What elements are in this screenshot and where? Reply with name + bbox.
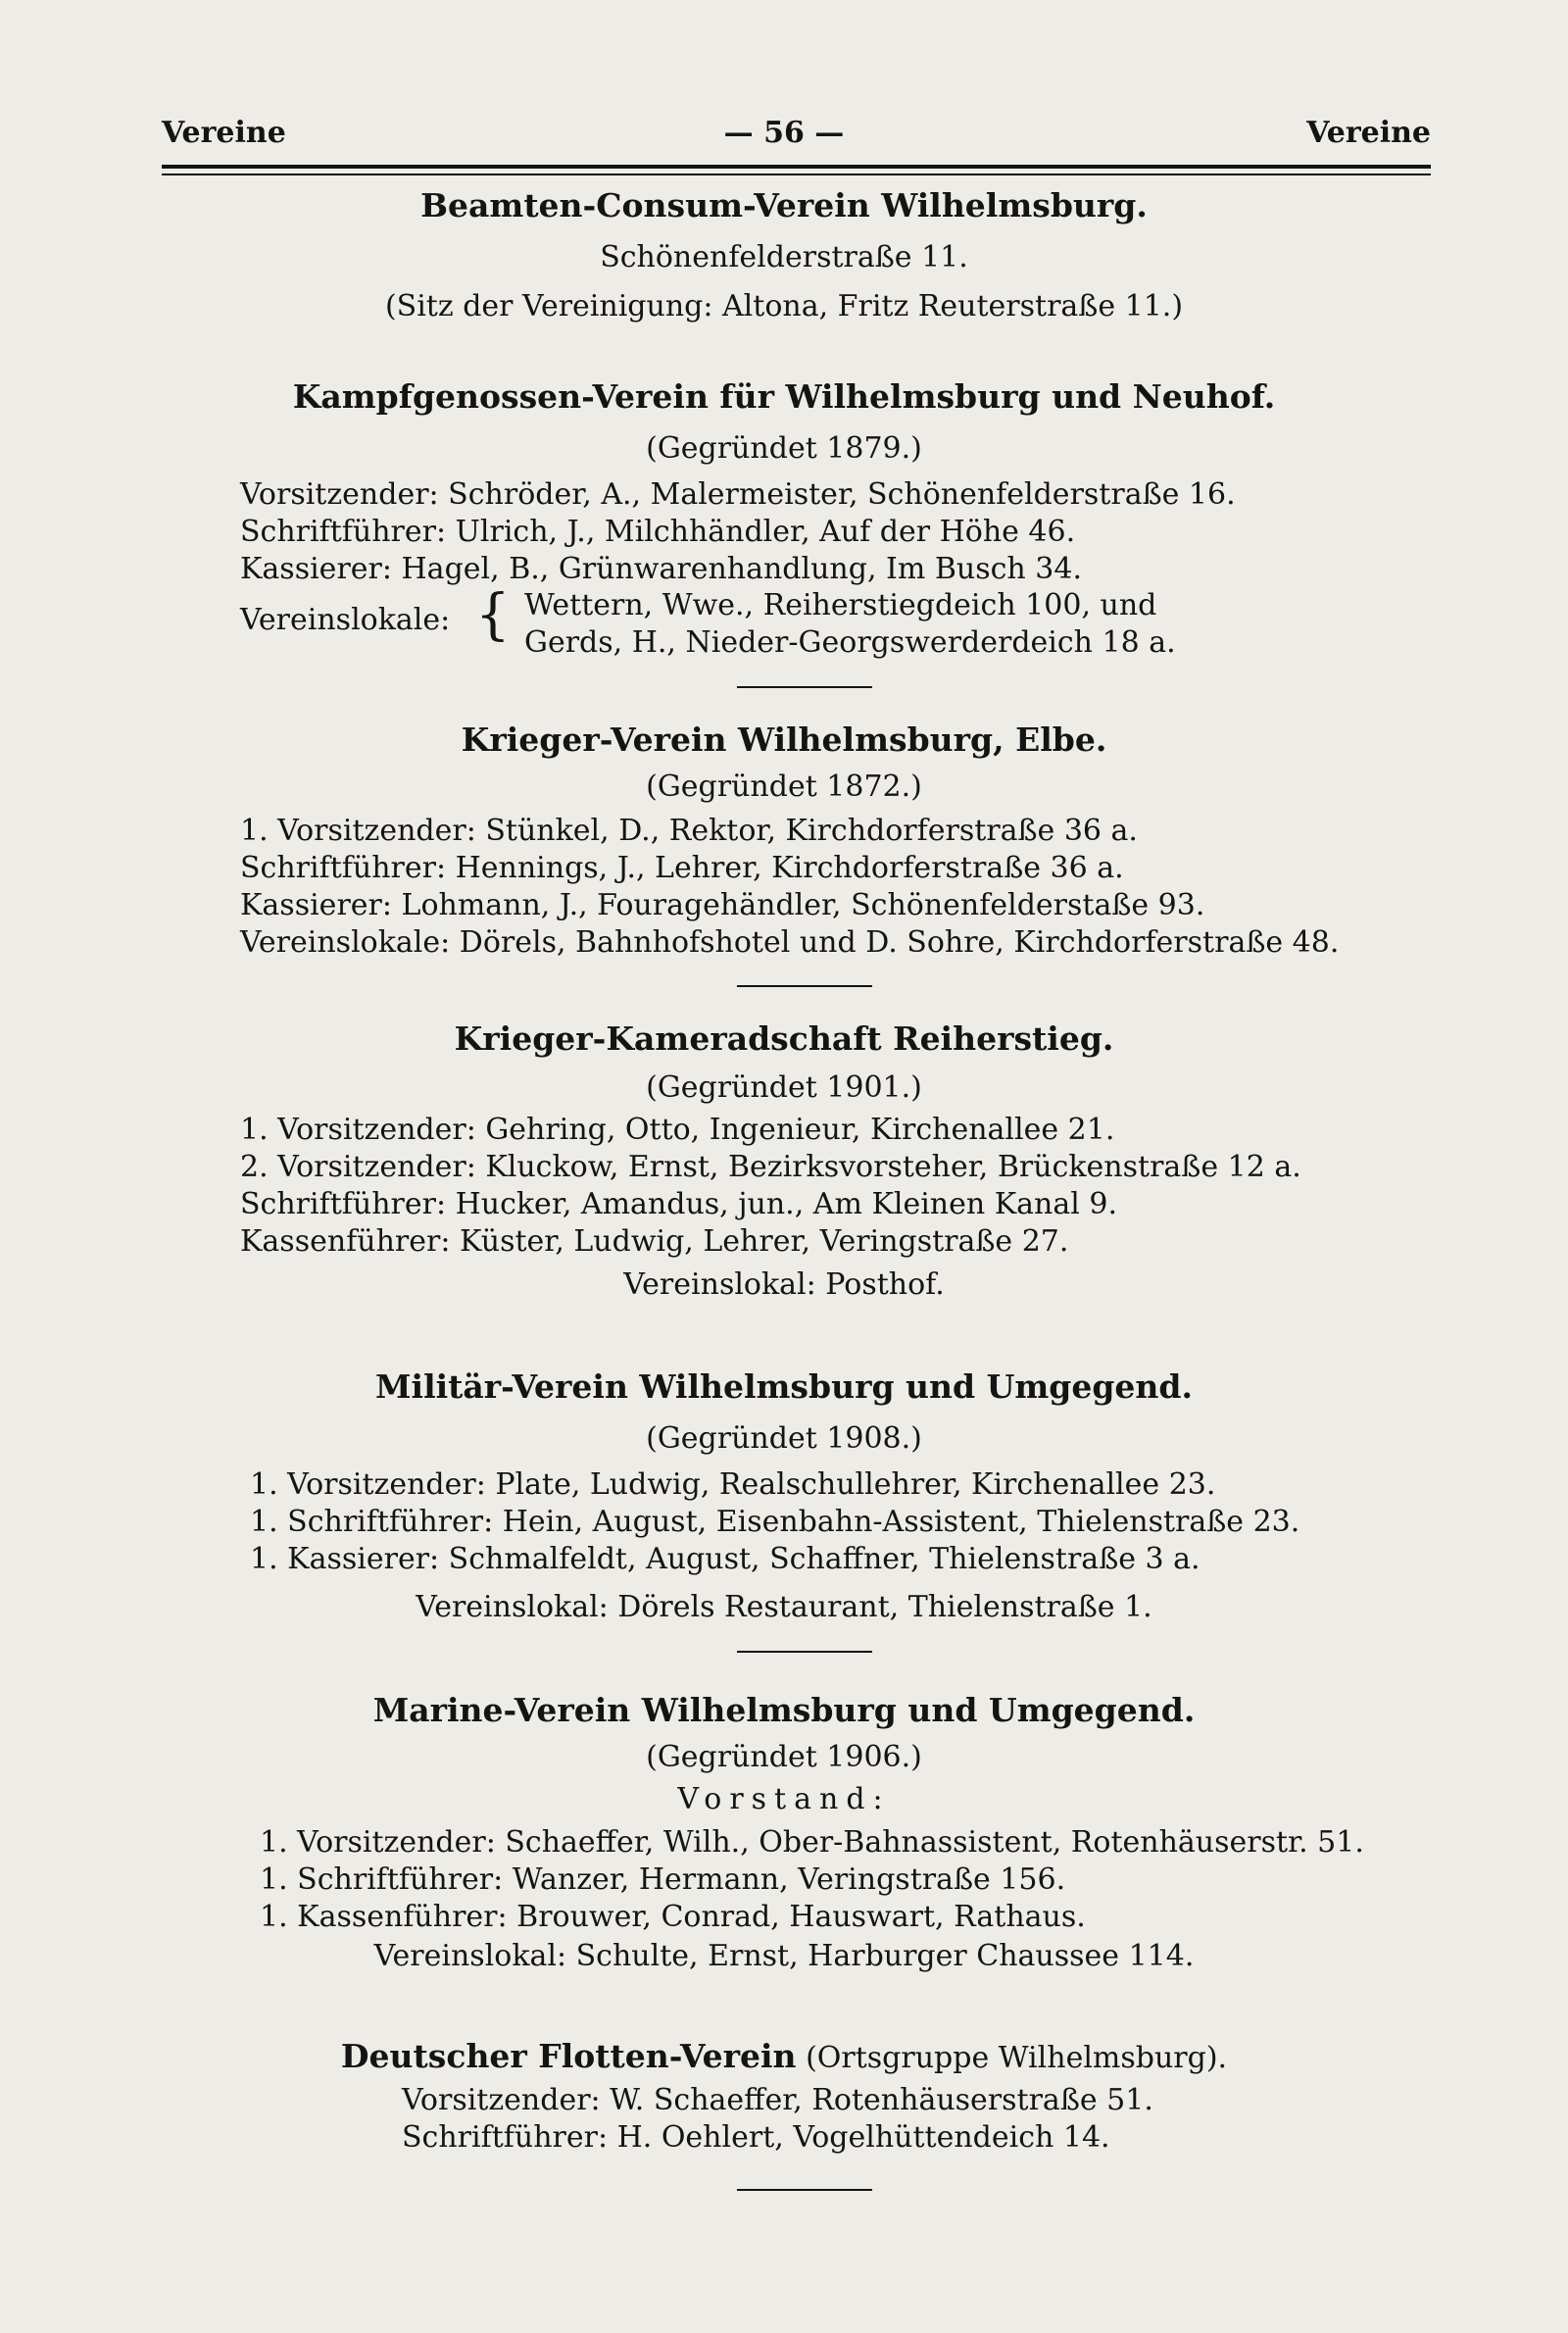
militaer-lokal: Vereinslokal: Dörels Restaurant, Thielenstraße 1.: [416, 1590, 1152, 1624]
kampf-lokal-2: Gerds, H., Nieder-Georgswerderdeich 18 a.: [524, 625, 1176, 660]
kamerad-title: Krieger-Kameradschaft Reiherstieg.: [454, 1019, 1114, 1058]
kampf-line-1: Vorsitzender: Schröder, A., Malermeister, Schönenfelderstraße 16.: [240, 477, 1236, 512]
marine-title: Marine-Verein Wilhelmsburg und Umgegend.: [372, 1691, 1196, 1729]
brace-glyph: {: [475, 583, 511, 647]
section-divider: [737, 2189, 872, 2191]
section-divider: [737, 985, 872, 987]
kampf-line-3: Kassierer: Hagel, B., Grünwarenhandlung, Im Busch 34.: [240, 552, 1082, 586]
flotte-subtitle: (Ortsgruppe Wilhelmsburg).: [806, 2041, 1228, 2075]
kampf-lokal-1: Wettern, Wwe., Reiherstiegdeich 100, und: [524, 588, 1157, 622]
marine-lokal: Vereinslokal: Schulte, Ernst, Harburger Chaussee 114.: [373, 1939, 1195, 1973]
kampf-lokal-label: Vereinslokale:: [240, 603, 451, 637]
consum-title: Beamten-Consum-Verein Wilhelmsburg.: [420, 186, 1148, 224]
kamerad-line-1: 1. Vorsitzender: Gehring, Otto, Ingenieur, Kirchenallee 21.: [240, 1113, 1115, 1147]
kampf-founded: (Gegründet 1879.): [646, 431, 922, 466]
marine-line-1: 1. Vorsitzender: Schaeffer, Wilh., Ober-Bahnassistent, Rotenhäuserstr. 51.: [260, 1825, 1364, 1860]
consum-seat: (Sitz der Vereinigung: Altona, Fritz Reuterstraße 11.): [384, 289, 1184, 323]
kamerad-line-3: Schriftführer: Hucker, Amandus, jun., Am Kleinen Kanal 9.: [240, 1187, 1117, 1221]
militaer-line-2: 1. Schriftführer: Hein, August, Eisenbahn-Assistent, Thielenstraße 23.: [250, 1505, 1300, 1539]
section-divider: [737, 686, 872, 688]
running-head-right: Vereine: [1306, 116, 1431, 150]
kamerad-line-4: Kassenführer: Küster, Ludwig, Lehrer, Veringstraße 27.: [240, 1224, 1069, 1259]
page-number: — 56 —: [723, 116, 845, 150]
militaer-title: Militär-Verein Wilhelmsburg und Umgegend.: [375, 1367, 1193, 1406]
kampf-line-2: Schriftführer: Ulrich, J., Milchhändler, Auf der Höhe 46.: [240, 515, 1076, 549]
flotte-line-1: Vorsitzender: W. Schaeffer, Rotenhäuserstraße 51.: [402, 2083, 1153, 2117]
marine-vorstand: Vorstand:: [677, 1782, 891, 1816]
krieger-line-1: 1. Vorsitzender: Stünkel, D., Rektor, Kirchdorferstraße 36 a.: [240, 814, 1138, 848]
section-divider: [737, 1651, 872, 1653]
krieger-title: Krieger-Verein Wilhelmsburg, Elbe.: [461, 720, 1107, 759]
kampf-title: Kampfgenossen-Verein für Wilhelmsburg und Neuhof.: [292, 377, 1276, 416]
header-rule-thick: [162, 165, 1431, 169]
krieger-line-4: Vereinslokale: Dörels, Bahnhofshotel und D. Sohre, Kirchdorferstraße 48.: [240, 925, 1340, 960]
marine-line-2: 1. Schriftführer: Wanzer, Hermann, Veringstraße 156.: [260, 1862, 1066, 1897]
consum-address: Schönenfelderstraße 11.: [600, 240, 968, 274]
marine-line-3: 1. Kassenführer: Brouwer, Conrad, Hauswart, Rathaus.: [260, 1900, 1086, 1934]
militaer-line-1: 1. Vorsitzender: Plate, Ludwig, Realschullehrer, Kirchenallee 23.: [250, 1467, 1216, 1502]
header-rule-thin: [162, 174, 1431, 175]
militaer-line-3: 1. Kassierer: Schmalfeldt, August, Schaffner, Thielenstraße 3 a.: [250, 1542, 1200, 1576]
kamerad-lokal: Vereinslokal: Posthof.: [623, 1267, 945, 1302]
militaer-founded: (Gegründet 1908.): [646, 1421, 922, 1456]
kamerad-founded: (Gegründet 1901.): [646, 1070, 922, 1105]
flotte-line-2: Schriftführer: H. Oehlert, Vogelhüttendeich 14.: [402, 2120, 1110, 2155]
running-head-left: Vereine: [162, 116, 286, 150]
flotte-heading: [0, 2037, 1568, 2075]
krieger-line-2: Schriftführer: Hennings, J., Lehrer, Kirchdorferstraße 36 a.: [240, 851, 1124, 885]
flotte-title: Deutscher Flotten-Verein: [340, 2037, 797, 2075]
krieger-founded: (Gegründet 1872.): [646, 769, 922, 804]
kamerad-line-2: 2. Vorsitzender: Kluckow, Ernst, Bezirksvorsteher, Brückenstraße 12 a.: [240, 1150, 1301, 1184]
marine-founded: (Gegründet 1906.): [646, 1740, 922, 1774]
krieger-line-3: Kassierer: Lohmann, J., Fouragehändler, Schönenfelderstaße 93.: [240, 888, 1205, 922]
